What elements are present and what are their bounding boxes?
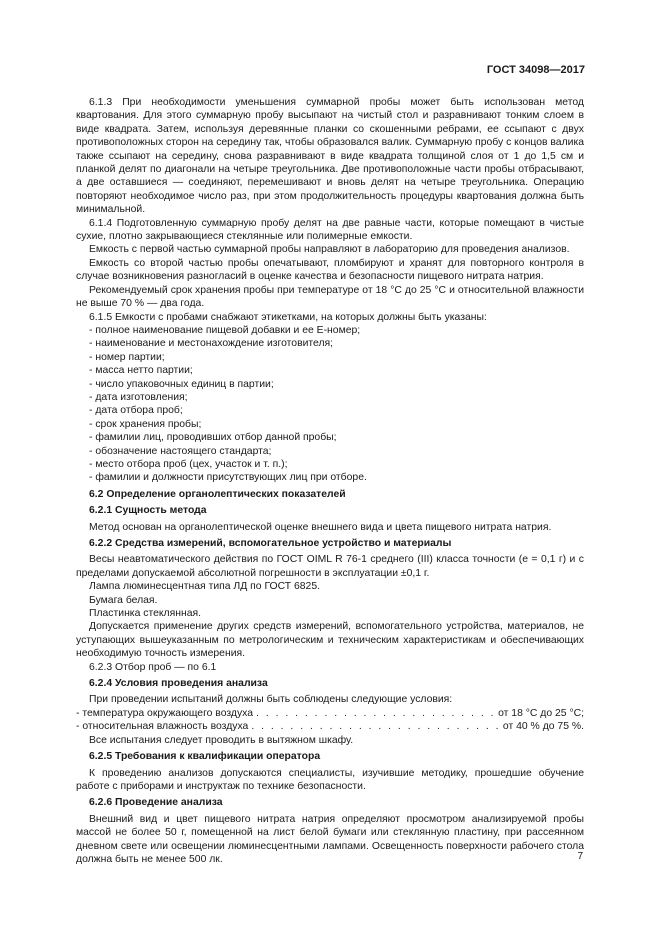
list-item: - обозначение настоящего стандарта; <box>89 445 272 457</box>
paragraph-6-2-6: Внешний вид и цвет пищевого нитрата натрия определяют просмотром анализируемой пробы массой не более 50 г, помещенной на лист белой бумаги или стеклянную пластину, при рассеянном дневном свете или освещении люминесцентными лампами. Освещенность поверхности рабочего стола должна быть не менее 500 лк. <box>76 813 584 865</box>
paragraph-6-2-2-e: Допускается применение других средств измерений, вспомогательного устройства, материалов, не уступающих вышеуказанным по метрологическим и техническим характеристикам и обеспечивающих необходимую точность измерения. <box>76 621 584 660</box>
paragraph-6-1-5: 6.1.5 Емкости с пробами снабжают этикетками, на которых должны быть указаны: <box>89 311 487 323</box>
list-item: - место отбора проб (цех, участок и т. п.); <box>89 458 288 470</box>
list-item: - масса нетто партии; <box>89 365 193 377</box>
condition-label: - температура окружающего воздуха <box>76 707 254 719</box>
list-item: - фамилии лиц, проводивших отбор данной пробы; <box>89 432 337 444</box>
heading-6-2-1: 6.2.1 Сущность метода <box>89 505 207 517</box>
paragraph-6-2-3: 6.2.3 Отбор проб — по 6.1 <box>89 661 217 673</box>
dot-leader <box>256 707 495 720</box>
list-item: - наименование и местонахождение изготовителя; <box>89 338 334 350</box>
label-list <box>76 324 584 485</box>
page-number: 7 <box>577 851 583 862</box>
condition-row <box>76 720 584 733</box>
paragraph-6-2-1: Метод основан на органолептической оценке внешнего вида и цвета пищевого нитрата натрия. <box>89 521 552 533</box>
document-code: ГОСТ 34098—2017 <box>486 64 585 76</box>
list-item: - номер партии; <box>89 351 165 363</box>
paragraph-6-1-4-b: Емкость с первой частью суммарной пробы направляют в лабораторию для проведения анализов. <box>89 244 570 256</box>
heading-6-2-4: 6.2.4 Условия проведения анализа <box>89 678 268 690</box>
heading-6-2-2: 6.2.2 Средства измерений, вспомогательное устройство и материалы <box>89 538 452 549</box>
list-item: - срок хранения пробы; <box>89 418 202 430</box>
list-item: - фамилии и должности присутствующих лиц при отборе. <box>89 472 367 484</box>
condition-label: - относительная влажность воздуха <box>76 721 249 733</box>
paragraph-6-1-4: 6.1.4 Подготовленную суммарную пробу делят на две равные части, которые помещают в чистые сухие, плотно закрывающиеся стеклянные или полимерные емкости. <box>76 217 584 243</box>
list-item: - число упаковочных единиц в партии; <box>89 378 274 390</box>
paragraph-6-1-3: 6.1.3 При необходимости уменьшения суммарной пробы может быть использован метод квартования. Для этого суммарную пробу высыпают на чистый стол и разравнивают тонким слоем в виде квадрата. Затем, используя деревянные планки со скошенными ребрами, ее ссыпают с двух противоположных сторон на середину так, чтобы образовался валик. Суммарную пробу с концов валика также ссыпают на середину, снова разравнивают в виде квадрата толщиной слоя от 1 до 1,5 см и планкой делят по диагонали на четыре треугольника. Две противоположные части пробы отбрасывают, а две оставшиеся — соединяют, перемешивают и вновь делят на четыре треугольника. Операцию повторяют необходимое число раз, при этом продолжительность процедуры квартования должна быть минимальной. <box>76 97 584 216</box>
heading-6-2-6: 6.2.6 Проведение анализа <box>89 797 223 809</box>
paragraph-6-1-4-c: Емкость со второй частью пробы опечатывают, пломбируют и хранят для повторного контроля в случае возникновения разногласий в оценке качества и безопасности пищевого нитрата натрия. <box>76 257 584 283</box>
list-item: - полное наименование пищевой добавки и ее Е-номер; <box>89 324 361 336</box>
paragraph-6-2-4-b: Все испытания следует проводить в вытяжном шкафу. <box>89 734 354 746</box>
condition-value: от 40 % до 75 %. <box>502 721 584 733</box>
paragraph-6-1-4-d: Рекомендуемый срок хранения пробы при температуре от 18 °С до 25 °С и относительной влажности не выше 70 % — два года. <box>76 284 584 310</box>
paragraph-6-2-2-a: Весы неавтоматического действия по ГОСТ OIML R 76-1 среднего (III) класса точности (е = 0,1 г) и с пределами допускаемой абсолютной погрешности в эксплуатации ±0,1 г. <box>76 554 584 579</box>
paragraph-6-2-5: К проведению анализов допускаются специалисты, изучившие методику, прошедшие обучение работе с приборами и инструктаж по технике безопасности. <box>76 767 584 792</box>
heading-6-2-5: 6.2.5 Требования к квалификации оператора <box>89 751 321 763</box>
dot-leader <box>251 720 500 733</box>
paragraph-6-2-2-d: Пластинка стеклянная. <box>89 608 201 620</box>
condition-row <box>76 707 584 720</box>
condition-value: от 18 °С до 25 °С; <box>498 707 584 719</box>
list-item: - дата отбора проб; <box>89 405 183 417</box>
paragraph-6-2-2-c: Бумага белая. <box>89 594 158 606</box>
heading-6-2: 6.2 Определение органолептических показателей <box>89 488 346 500</box>
paragraph-6-2-4-a: При проведении испытаний должны быть соблюдены следующие условия: <box>89 694 453 706</box>
paragraph-6-2-2-b: Лампа люминесцентная типа ЛД по ГОСТ 6825. <box>89 581 320 593</box>
list-item: - дата изготовления; <box>89 391 188 403</box>
document-body <box>76 96 584 866</box>
